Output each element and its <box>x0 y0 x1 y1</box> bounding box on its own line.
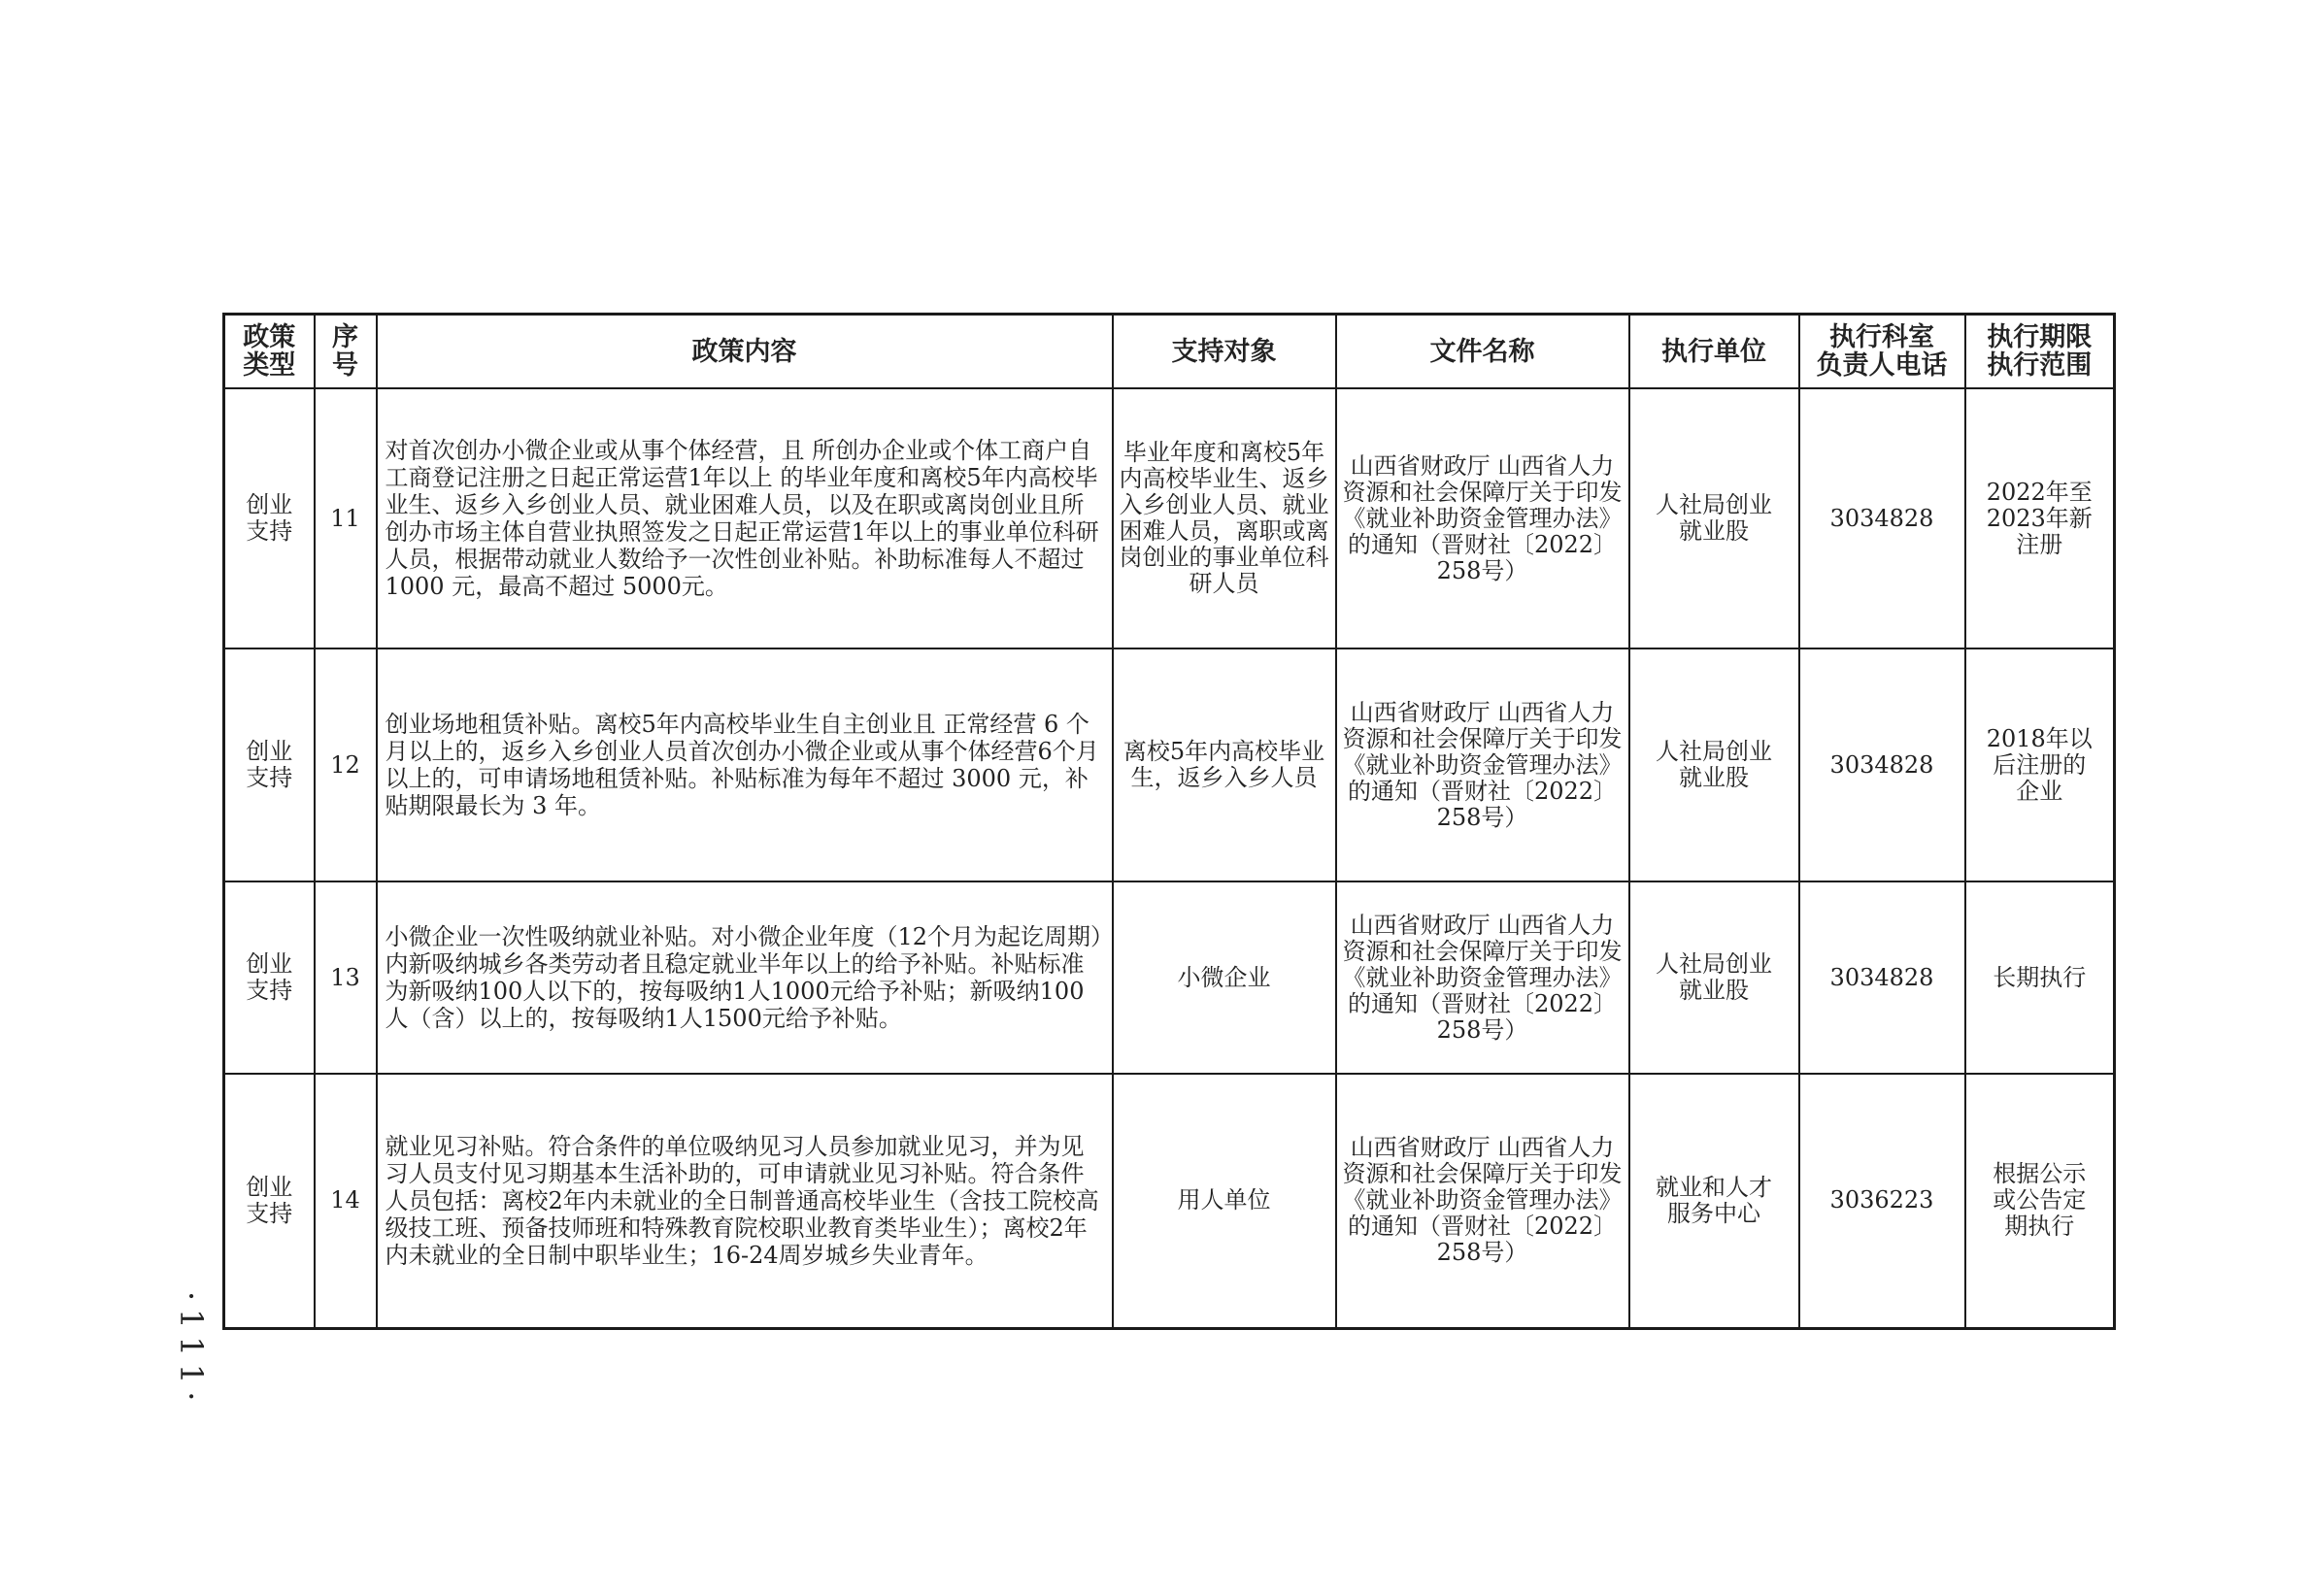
cell-document-name: 山西省财政厅 山西省人力资源和社会保障厅关于印发《就业补助资金管理办法》的通知（晋财社〔2022〕258号） <box>1336 881 1629 1074</box>
cell-document-name: 山西省财政厅 山西省人力资源和社会保障厅关于印发《就业补助资金管理办法》的通知（晋财社〔2022〕258号） <box>1336 388 1629 648</box>
cell-execution-period: 根据公示 或公告定 期执行 <box>1965 1074 2115 1328</box>
cell-execution-period: 2022年至 2023年新 注册 <box>1965 388 2115 648</box>
cell-document-name: 山西省财政厅 山西省人力资源和社会保障厅关于印发《就业补助资金管理办法》的通知（晋财社〔2022〕258号） <box>1336 1074 1629 1328</box>
header-row <box>224 315 2115 389</box>
cell-contact-phone: 3034828 <box>1799 881 1965 1074</box>
cell-policy-type: 创业 支持 <box>224 881 315 1074</box>
header-executing-unit: 执行单位 <box>1629 315 1799 389</box>
cell-executing-unit: 人社局创业 就业股 <box>1629 648 1799 881</box>
header-support-target: 支持对象 <box>1113 315 1336 389</box>
cell-serial-no: 11 <box>315 388 377 648</box>
cell-policy-type: 创业 支持 <box>224 1074 315 1328</box>
cell-executing-unit: 人社局创业 就业股 <box>1629 881 1799 1074</box>
cell-support-target: 用人单位 <box>1113 1074 1336 1328</box>
cell-policy-type: 创业 支持 <box>224 648 315 881</box>
header-document-name: 文件名称 <box>1336 315 1629 389</box>
page-number: ·111· <box>173 1291 210 1410</box>
cell-policy-type: 创业 支持 <box>224 388 315 648</box>
header-policy-content: 政策内容 <box>377 315 1113 389</box>
cell-support-target: 离校5年内高校毕业生，返乡入乡人员 <box>1113 648 1336 881</box>
table-row <box>224 648 2115 881</box>
cell-serial-no: 13 <box>315 881 377 1074</box>
cell-support-target: 毕业年度和离校5年内高校毕业生、返乡入乡创业人员、就业困难人员，离职或离岗创业的事业单位科研人员 <box>1113 388 1336 648</box>
cell-contact-phone: 3034828 <box>1799 388 1965 648</box>
cell-contact-phone: 3034828 <box>1799 648 1965 881</box>
cell-serial-no: 14 <box>315 1074 377 1328</box>
cell-support-target: 小微企业 <box>1113 881 1336 1074</box>
cell-policy-content: 小微企业一次性吸纳就业补贴。对小微企业年度（12个月为起讫周期）内新吸纳城乡各类劳动者且稳定就业半年以上的给予补贴。补贴标准为新吸纳100人以下的，按每吸纳1人1000元给予补贴；新吸纳100人（含）以上的，按每吸纳1人1500元给予补贴。 <box>377 881 1113 1074</box>
cell-document-name: 山西省财政厅 山西省人力资源和社会保障厅关于印发《就业补助资金管理办法》的通知（晋财社〔2022〕258号） <box>1336 648 1629 881</box>
table-row <box>224 388 2115 648</box>
header-serial-no: 序 号 <box>315 315 377 389</box>
header-execution-period: 执行期限 执行范围 <box>1965 315 2115 389</box>
header-policy-type: 政策 类型 <box>224 315 315 389</box>
cell-policy-content: 创业场地租赁补贴。离校5年内高校毕业生自主创业且 正常经营 6 个月以上的，返乡入乡创业人员首次创办小微企业或从事个体经营6个月以上的，可申请场地租赁补贴。补贴标准为每年不超过 3000 元，补贴期限最长为 3 年。 <box>377 648 1113 881</box>
cell-executing-unit: 人社局创业 就业股 <box>1629 388 1799 648</box>
cell-policy-content: 对首次创办小微企业或从事个体经营，且 所创办企业或个体工商户自工商登记注册之日起正常运营1年以上 的毕业年度和离校5年内高校毕业生、返乡入乡创业人员、就业困难人员，以及在职或离岗创业且所创办市场主体自营业执照签发之日起正常运营1年以上的事业单位科研人员，根据带动就业人数给予一次性创业补贴。补助标准每人不超过 1000 元，最高不超过 5000元。 <box>377 388 1113 648</box>
cell-executing-unit: 就业和人才 服务中心 <box>1629 1074 1799 1328</box>
policy-table <box>222 313 2116 1330</box>
cell-contact-phone: 3036223 <box>1799 1074 1965 1328</box>
cell-execution-period: 长期执行 <box>1965 881 2115 1074</box>
table-header <box>224 315 2115 389</box>
cell-serial-no: 12 <box>315 648 377 881</box>
table-row <box>224 881 2115 1074</box>
table-row <box>224 1074 2115 1328</box>
header-contact-phone: 执行科室 负责人电话 <box>1799 315 1965 389</box>
cell-policy-content: 就业见习补贴。符合条件的单位吸纳见习人员参加就业见习，并为见习人员支付见习期基本生活补助的，可申请就业见习补贴。符合条件人员包括：离校2年内未就业的全日制普通高校毕业生（含技工院校高级技工班、预备技师班和特殊教育院校职业教育类毕业生）；离校2年内未就业的全日制中职毕业生；16-24周岁城乡失业青年。 <box>377 1074 1113 1328</box>
table-body <box>224 388 2115 1328</box>
cell-execution-period: 2018年以 后注册的 企业 <box>1965 648 2115 881</box>
